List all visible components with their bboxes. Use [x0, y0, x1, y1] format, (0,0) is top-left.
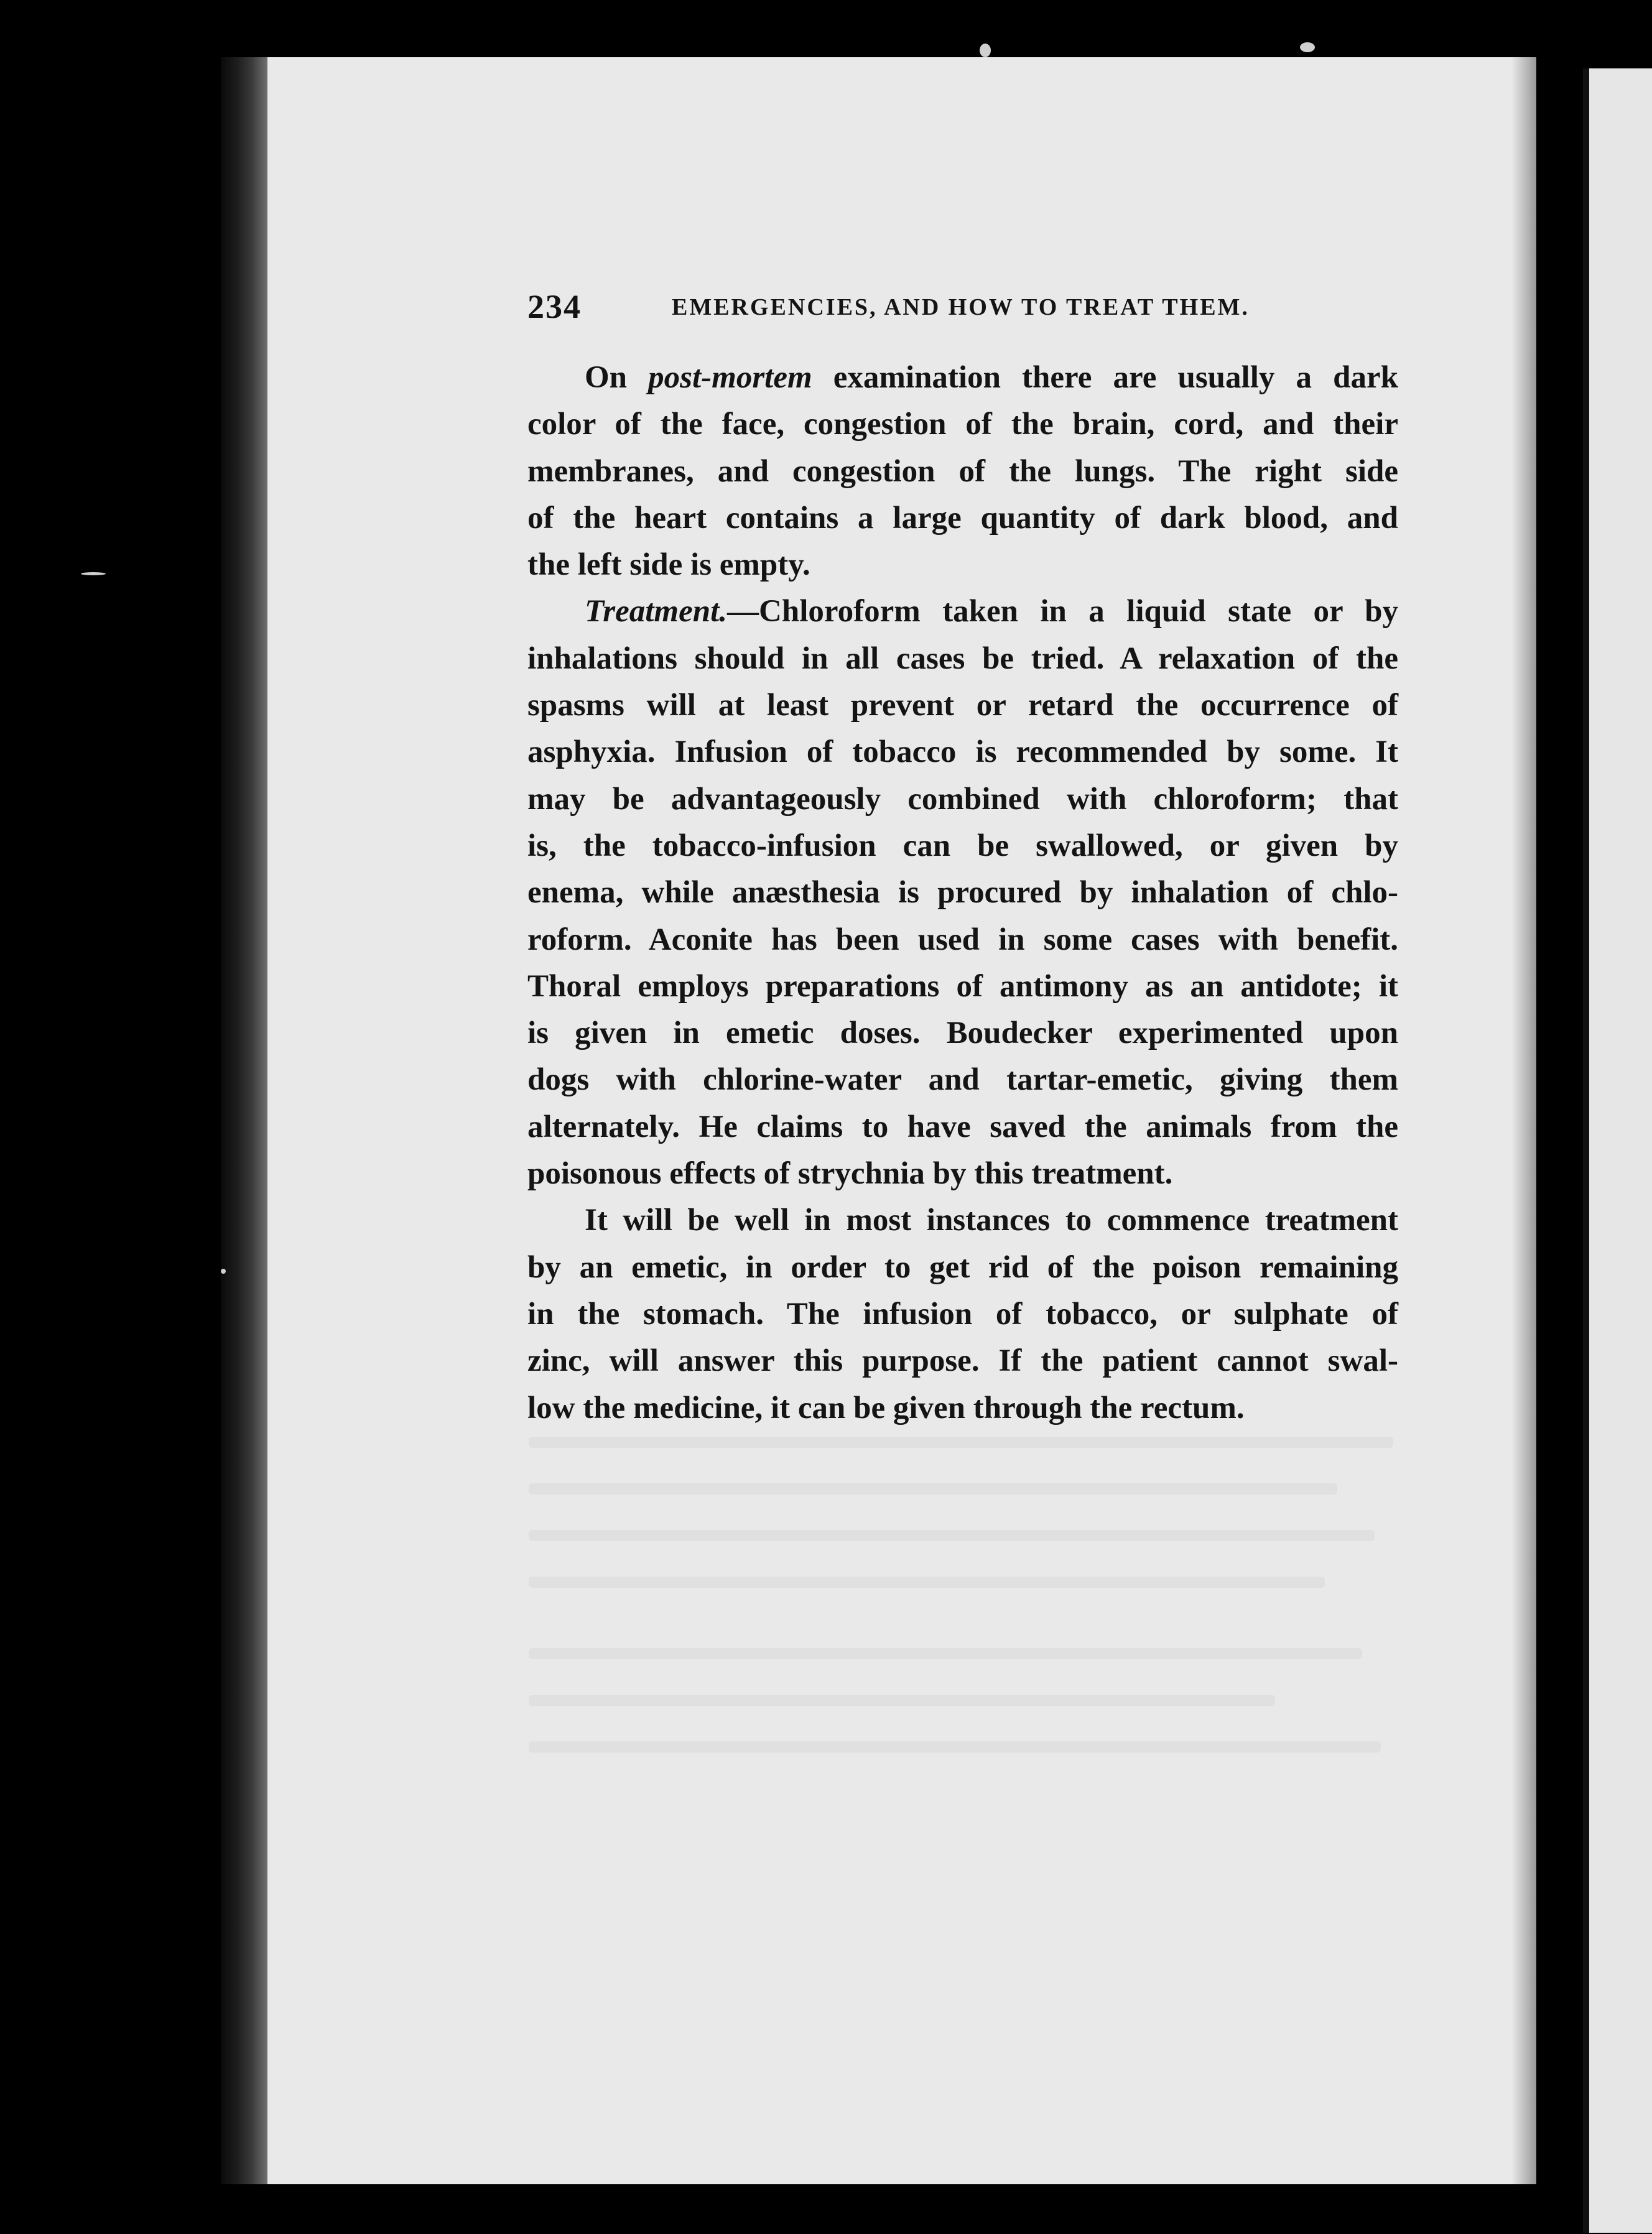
bleed-through-mark: [529, 1695, 1275, 1706]
text-run: by an emetic, in order to get rid of the poison remaining: [527, 1249, 1398, 1285]
paragraph: [527, 588, 1398, 1197]
text-line: [527, 1291, 1398, 1338]
scan-speck: [1300, 42, 1315, 52]
text-line: [527, 1057, 1398, 1103]
text-line: [527, 1244, 1398, 1291]
body-text: [527, 355, 1398, 1432]
running-head-title: EMERGENCIES, AND HOW TO TREAT THEM.: [672, 294, 1250, 320]
text-line: [527, 588, 1398, 635]
gutter-shadow: [1511, 57, 1536, 2184]
text-run: enema, while anæsthesia is procured by inhalation of chlo-: [527, 875, 1398, 911]
page-number: 234: [527, 288, 582, 325]
text-line: [527, 1385, 1398, 1432]
text-line: [527, 1151, 1398, 1197]
text-line: [527, 448, 1398, 495]
text-line: [527, 636, 1398, 682]
text-run: zinc, will answer this purpose. If the patient cannot swal-: [527, 1343, 1398, 1379]
text-run: roform. Aconite has been used in some cases with benefit.: [527, 922, 1398, 957]
text-line: [527, 917, 1398, 963]
text-run: alternately. He claims to have saved the animals from the: [527, 1109, 1398, 1144]
text-run: —Chloroform taken in a liquid state or by: [727, 594, 1398, 629]
text-run: asphyxia. Infusion of tobacco is recommended by some. It: [527, 735, 1398, 770]
text-run: Thoral employs preparations of antimony as an antidote; it: [527, 968, 1398, 1004]
italic-text: post-mortem: [648, 360, 812, 395]
text-run: the left side is empty.: [527, 547, 810, 583]
text-line: [527, 542, 1398, 588]
text-run: may be advantageously combined with chloroform; that: [527, 781, 1398, 817]
text-run: in the stomach. The infusion of tobacco, or sulphate of: [527, 1296, 1398, 1332]
scan-speck: [221, 1269, 226, 1274]
text-run: is, the tobacco-infusion can be swallowed, or given by: [527, 828, 1398, 863]
paragraph: [527, 355, 1398, 588]
bleed-through-mark: [529, 1483, 1337, 1495]
text-run: low the medicine, it can be given through the rectum.: [527, 1390, 1245, 1425]
text-line: [527, 1104, 1398, 1151]
scan-speck: [81, 572, 106, 575]
bleed-through-mark: [529, 1577, 1325, 1588]
bleed-through-mark: [529, 1530, 1375, 1541]
text-run: is given in emetic doses. Boudecker experimented upon: [527, 1016, 1398, 1051]
italic-text: Treatment.: [585, 594, 728, 629]
text-run: It will be well in most instances to commence treatment: [585, 1203, 1398, 1238]
text-line: [527, 823, 1398, 869]
text-line: [527, 869, 1398, 916]
text-line: [527, 963, 1398, 1010]
text-line: [527, 401, 1398, 448]
running-header: [527, 287, 1274, 331]
text-run: examination there are usually a dark: [812, 360, 1398, 395]
text-line: [527, 682, 1398, 729]
text-run: On: [585, 360, 649, 395]
scan-speck: [980, 44, 991, 57]
text-run: membranes, and congestion of the lungs. The right side: [527, 453, 1398, 489]
text-line: [527, 729, 1398, 776]
text-run: color of the face, congestion of the brain, cord, and their: [527, 407, 1398, 442]
bleed-through-mark: [529, 1741, 1381, 1753]
text-line: [527, 1197, 1398, 1244]
text-line: [527, 355, 1398, 401]
bleed-through-mark: [529, 1437, 1393, 1448]
text-run: spasms will at least prevent or retard the occurrence of: [527, 688, 1398, 723]
text-line: [527, 1338, 1398, 1384]
text-run: poisonous effects of strychnia by this treatment.: [527, 1156, 1173, 1192]
text-line: [527, 495, 1398, 542]
text-run: inhalations should in all cases be tried. A relaxation of the: [527, 641, 1398, 676]
facing-page-edge: [1583, 68, 1652, 2233]
bleed-through-mark: [529, 1648, 1362, 1659]
text-line: [527, 1010, 1398, 1057]
text-line: [527, 776, 1398, 823]
text-run: of the heart contains a large quantity of dark blood, and: [527, 500, 1398, 535]
paragraph: [527, 1197, 1398, 1431]
text-run: dogs with chlorine-water and tartar-emetic, giving them: [527, 1062, 1398, 1098]
